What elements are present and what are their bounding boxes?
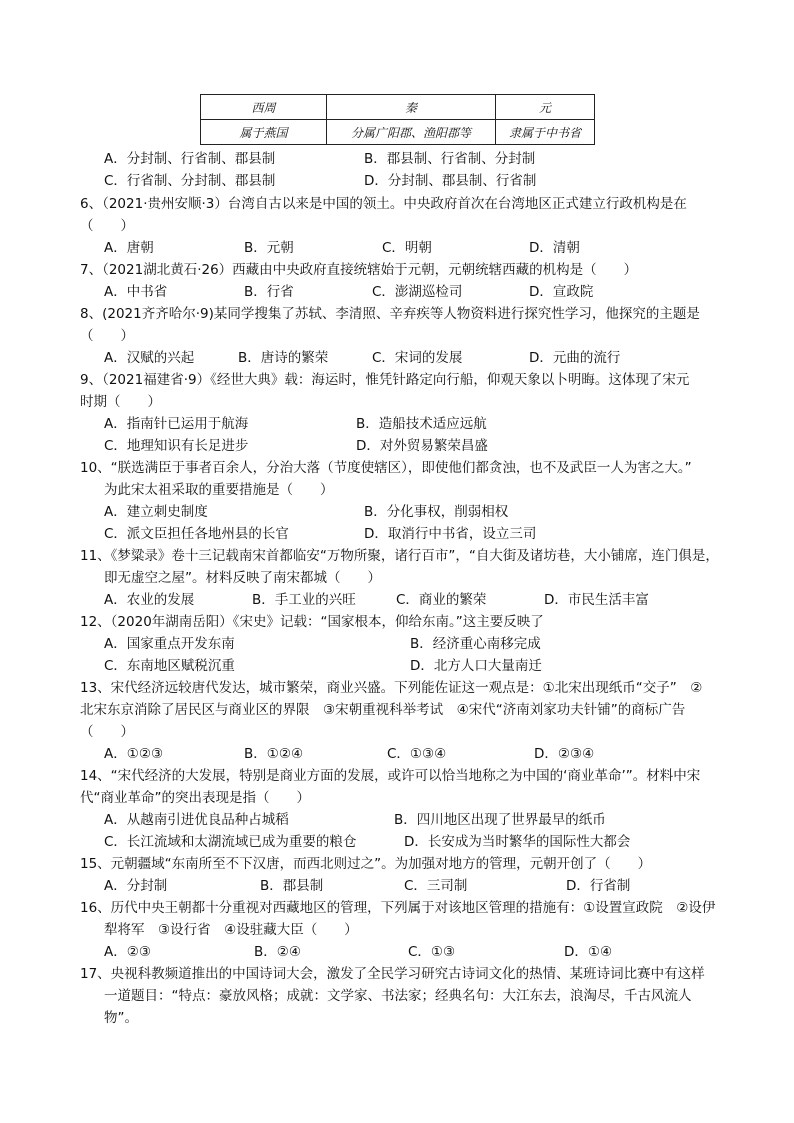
option-c[interactable]: C．派文臣担任各地州县的长官 bbox=[104, 526, 289, 542]
table-cell: 隶属于中书省 bbox=[496, 120, 595, 145]
question-text-line: 为此宋太祖采取的重要措施是（ ） bbox=[104, 482, 334, 498]
question-text-line: （ ） bbox=[80, 218, 134, 234]
option-d[interactable]: D．取消行中书省，设立三司 bbox=[364, 526, 537, 542]
question-text-line: 8、(2021齐齐哈尔·9)某同学搜集了苏轼、李清照、辛弃疾等人物资料进行探究性学习，他探究的主题是 bbox=[80, 306, 700, 322]
option-a[interactable]: A．①②③ bbox=[104, 746, 164, 762]
question-7 bbox=[80, 259, 720, 281]
option-d[interactable]: D．元曲的流行 bbox=[529, 350, 621, 366]
option-b[interactable]: B．四川地区出现了世界最早的纸币 bbox=[394, 812, 606, 828]
option-a[interactable]: A．唐朝 bbox=[104, 240, 154, 256]
option-a[interactable]: A．中书省 bbox=[104, 284, 168, 300]
option-c[interactable]: C．三司制 bbox=[404, 878, 468, 894]
question-9 bbox=[80, 369, 720, 413]
question-text-line: （ ） bbox=[80, 328, 134, 344]
question-10 bbox=[80, 457, 720, 501]
option-a[interactable]: A．分封制 bbox=[104, 878, 168, 894]
option-c[interactable]: C．①③ bbox=[408, 944, 456, 960]
question-text-line: 6、（2021·贵州安顺·3）台湾自古以来是中国的领土。中央政府首次在台湾地区正式建立行政机构是在 bbox=[80, 196, 687, 212]
option-c[interactable]: C．地理知识有长足进步 bbox=[104, 438, 249, 454]
table-header-cell: 西周 bbox=[201, 95, 327, 120]
question-text-line: 一道题目：“特点：豪放风格；成就：文学家、书法家；经典名句：大江东去，浪淘尽，千古风流人 bbox=[104, 988, 692, 1004]
option-b[interactable]: B．元朝 bbox=[244, 240, 294, 256]
question-text-line: 12、（2020年湖南岳阳）《宋史》记载：“国家根本，仰给东南。”这主要反映了 bbox=[80, 614, 544, 630]
option-b[interactable]: B．①②④ bbox=[244, 746, 304, 762]
table-row bbox=[201, 120, 595, 145]
option-d[interactable]: D．对外贸易繁荣昌盛 bbox=[356, 438, 488, 454]
question-text-line: 14、“宋代经济的大发展，特别是商业方面的发展，或许可以恰当地称之为中国的‘商业革命’”。材料中宋 bbox=[80, 768, 701, 784]
option-a[interactable]: A．②③ bbox=[104, 944, 151, 960]
table-cell: 属于燕国 bbox=[201, 120, 327, 145]
option-d[interactable]: D．分封制、郡县制、行省制 bbox=[364, 173, 537, 189]
table-cell: 分属广阳郡、渔阳郡等 bbox=[327, 120, 496, 145]
option-c[interactable]: C．行省制、分封制、郡县制 bbox=[104, 173, 276, 189]
question-text-line: 15、元朝疆域“东南所至不下汉唐，而西北则过之”。为加强对地方的管理，元朝开创了（ ） bbox=[80, 856, 652, 872]
question-text-line: 7、（2021湖北黄石·26）西藏由中央政府直接统辖始于元朝，元朝统辖西藏的机构是（ ） bbox=[80, 262, 638, 278]
question-text-line: 11、《梦粱录》卷十三记载南宋首都临安“万物所聚，诸行百市”，“自大街及诸坊巷，大小铺席，连门俱是， bbox=[80, 548, 719, 564]
option-b[interactable]: B．郡县制、行省制、分封制 bbox=[364, 151, 536, 167]
option-c[interactable]: C．明朝 bbox=[382, 240, 432, 256]
option-b[interactable]: B．分化事权，削弱相权 bbox=[364, 504, 509, 520]
question-text-line: 13、宋代经济远较唐代发达，城市繁荣，商业兴盛。下列能佐证这一观点是：①北宋出现纸币“交子” ② bbox=[80, 680, 703, 696]
option-a[interactable]: A．农业的发展 bbox=[104, 592, 195, 608]
question-text-line: （ ） bbox=[80, 724, 134, 740]
question-11 bbox=[80, 545, 720, 589]
option-d[interactable]: D．宣政院 bbox=[529, 284, 594, 300]
question-text-line: 10、“朕选满臣于事者百余人，分治大落（节度使辖区），即使他们都贪浊，也不及武臣一人为害之大。” bbox=[80, 460, 692, 476]
question-text-line: 物”。 bbox=[104, 1010, 138, 1026]
option-c[interactable]: C．长江流域和太湖流域已成为重要的粮仓 bbox=[104, 834, 357, 850]
question-8 bbox=[80, 303, 720, 347]
option-b[interactable]: B．②④ bbox=[254, 944, 301, 960]
question-17 bbox=[80, 963, 720, 1029]
option-c[interactable]: C．宋词的发展 bbox=[372, 350, 463, 366]
question-16 bbox=[80, 897, 720, 941]
option-d[interactable]: D．长安成为当时繁华的国际性大都会 bbox=[404, 834, 631, 850]
table-header-cell: 元 bbox=[496, 95, 595, 120]
question-text-line: 9、（2021福建省·9）《经世大典》载：海运时，惟凭针路定向行船，仰观天象以卜明晦。这体现了宋元 bbox=[80, 372, 690, 388]
question-15 bbox=[80, 853, 720, 875]
option-d[interactable]: D．①④ bbox=[564, 944, 613, 960]
option-b[interactable]: B．经济重心南移完成 bbox=[410, 636, 541, 652]
option-c[interactable]: C．①③④ bbox=[387, 746, 447, 762]
option-b[interactable]: B．手工业的兴旺 bbox=[252, 592, 356, 608]
option-c[interactable]: C．澎湖巡检司 bbox=[372, 284, 463, 300]
region-table bbox=[200, 94, 595, 145]
option-d[interactable]: D．②③④ bbox=[534, 746, 595, 762]
question-text-line: 16、历代中央王朝都十分重视对西藏地区的管理，下列属于对该地区管理的措施有：①设置宣政院 ②设伊 bbox=[80, 900, 716, 916]
option-a[interactable]: A．分封制、行省制、郡县制 bbox=[104, 151, 276, 167]
question-text-line: 时期（ ） bbox=[80, 394, 161, 410]
question-13 bbox=[80, 677, 720, 743]
table-header-cell: 秦 bbox=[327, 95, 496, 120]
table-header-row bbox=[201, 95, 595, 120]
option-c[interactable]: C．东南地区赋税沉重 bbox=[104, 658, 235, 674]
option-b[interactable]: B．行省 bbox=[244, 284, 294, 300]
option-a[interactable]: A．汉赋的兴起 bbox=[104, 350, 195, 366]
option-a[interactable]: A．建立刺史制度 bbox=[104, 504, 208, 520]
option-a[interactable]: A．指南针已运用于航海 bbox=[104, 416, 249, 432]
option-c[interactable]: C．商业的繁荣 bbox=[396, 592, 487, 608]
option-d[interactable]: D．清朝 bbox=[529, 240, 580, 256]
option-d[interactable]: D．行省制 bbox=[566, 878, 631, 894]
question-12 bbox=[80, 611, 720, 633]
option-a[interactable]: A．国家重点开发东南 bbox=[104, 636, 235, 652]
option-a[interactable]: A．从越南引进优良品种占城稻 bbox=[104, 812, 289, 828]
question-14 bbox=[80, 765, 720, 809]
question-text-line: 即无虚空之屋”。材料反映了南宋都城（ ） bbox=[104, 570, 381, 586]
option-b[interactable]: B．造船技术适应远航 bbox=[356, 416, 487, 432]
question-text-line: 犁将军 ③设行省 ④设驻藏大臣（ ） bbox=[104, 922, 358, 938]
option-d[interactable]: D．市民生活丰富 bbox=[544, 592, 649, 608]
question-text-line: 17、央视科教频道推出的中国诗词大会，激发了全民学习研究古诗词文化的热情、某班诗词比赛中有这样 bbox=[80, 966, 705, 982]
option-d[interactable]: D．北方人口大量南迁 bbox=[410, 658, 542, 674]
question-text-line: 代“商业革命”的突出表现是指（ ） bbox=[80, 790, 310, 806]
question-text-line: 北宋东京消除了居民区与商业区的界限 ③宋朝重视科举考试 ④宋代“济南刘家功夫针铺”的商标广告 bbox=[80, 702, 686, 718]
option-b[interactable]: B．郡县制 bbox=[260, 878, 324, 894]
question-6 bbox=[80, 193, 720, 237]
option-b[interactable]: B．唐诗的繁荣 bbox=[238, 350, 329, 366]
